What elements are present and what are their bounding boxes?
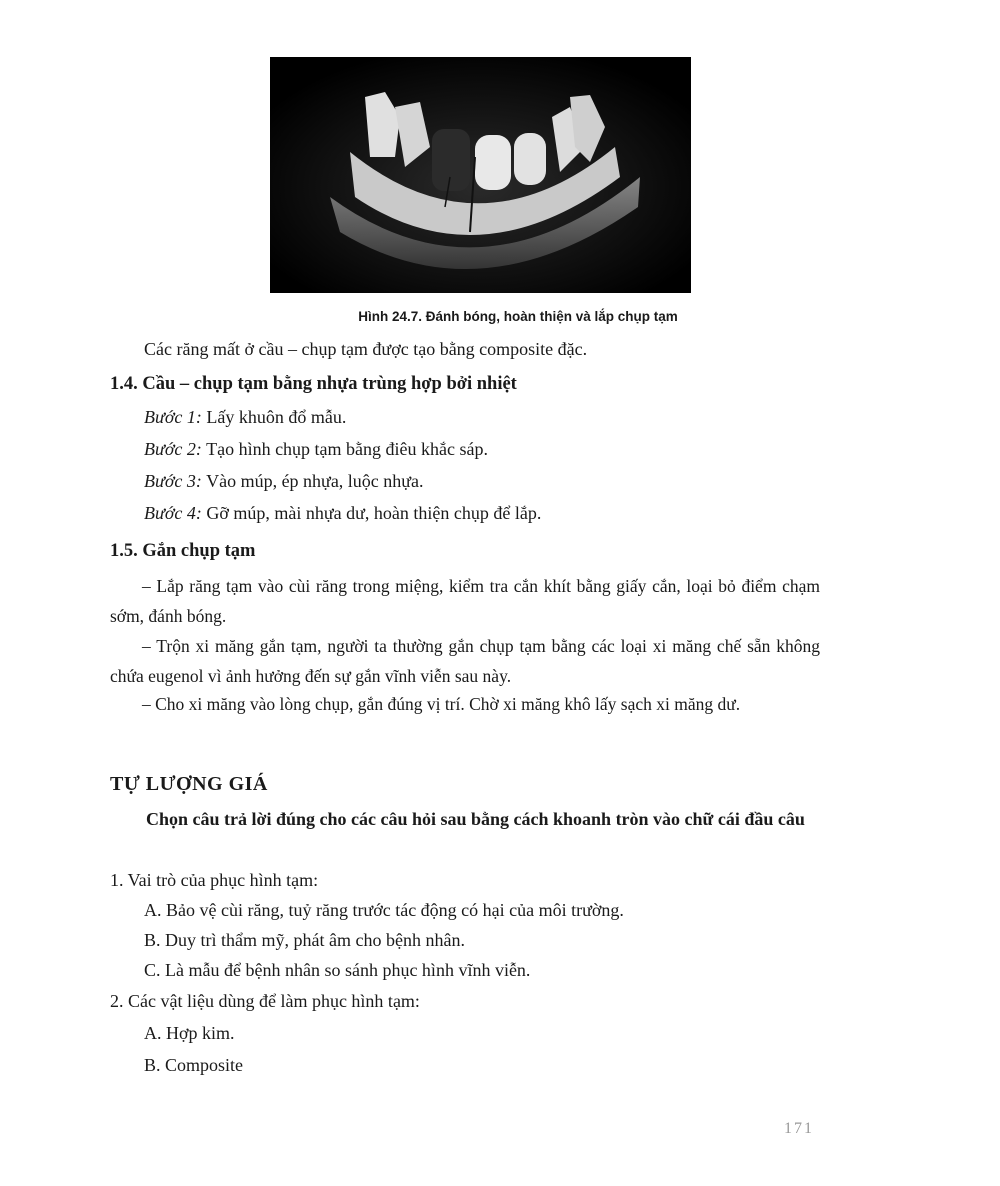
- step-label: Bước 3:: [144, 471, 202, 491]
- answer-option: B. Duy trì thẩm mỹ, phát âm cho bệnh nhân.: [144, 930, 465, 950]
- step-line: [144, 470, 424, 492]
- step-text: Lấy khuôn đổ mẫu.: [201, 407, 347, 427]
- instruction-text: Chọn câu trả lời đúng cho các câu hỏi sau bằng cách khoanh tròn vào chữ cái đầu câu: [146, 809, 805, 829]
- figure-caption: Hình 24.7. Đánh bóng, hoàn thiện và lắp chụp tạm: [358, 309, 678, 324]
- intro-line: Các răng mất ở cầu – chụp tạm được tạo bằng composite đặc.: [144, 339, 588, 359]
- answer-option: B. Composite: [144, 1055, 244, 1075]
- step-line: [144, 406, 346, 428]
- dental-bridge-image: [270, 57, 691, 293]
- answer-option: C. Là mẫu để bệnh nhân so sánh phục hình vĩnh viễn.: [144, 960, 531, 980]
- step-line: [144, 438, 488, 460]
- step-label: Bước 1:: [144, 407, 202, 427]
- question: 2. Các vật liệu dùng để làm phục hình tạm:: [110, 991, 420, 1011]
- answer-option: A. Bảo vệ cùi răng, tuỷ răng trước tác động có hại của môi trường.: [144, 900, 624, 920]
- step-label: Bước 2:: [144, 439, 202, 459]
- self-assessment-title: TỰ LƯỢNG GIÁ: [110, 773, 268, 795]
- step-line: [144, 502, 541, 524]
- page-number: 171: [784, 1120, 814, 1137]
- step-label: Bước 4:: [144, 503, 202, 523]
- question: 1. Vai trò của phục hình tạm:: [110, 870, 319, 890]
- answer-option: A. Hợp kim.: [144, 1023, 235, 1043]
- section-heading-1-4: 1.4. Cầu – chụp tạm bằng nhựa trùng hợp bởi nhiệt: [110, 374, 517, 394]
- paragraph: – Cho xi măng vào lòng chụp, gắn đúng vị trí. Chờ xi măng khô lấy sạch xi măng dư.: [142, 694, 741, 714]
- section-heading-1-5: 1.5. Gắn chụp tạm: [110, 541, 256, 561]
- dental-model-photo: [270, 57, 691, 293]
- step-text: Vào múp, ép nhựa, luộc nhựa.: [201, 471, 424, 491]
- paragraph: – Trộn xi măng gắn tạm, người ta thường gắn chụp tạm bằng các loại xi măng chế sẵn không chứa eugenol vì ảnh hưởng đến sự gắn vĩnh viễn sau này.: [110, 636, 820, 686]
- paragraph: – Lắp răng tạm vào cùi răng trong miệng, kiểm tra cắn khít bằng giấy cắn, loại bỏ điểm chạm sớm, đánh bóng.: [110, 576, 820, 626]
- step-text: Gỡ múp, mài nhựa dư, hoàn thiện chụp để lắp.: [201, 503, 542, 523]
- step-text: Tạo hình chụp tạm bằng điêu khắc sáp.: [201, 439, 488, 459]
